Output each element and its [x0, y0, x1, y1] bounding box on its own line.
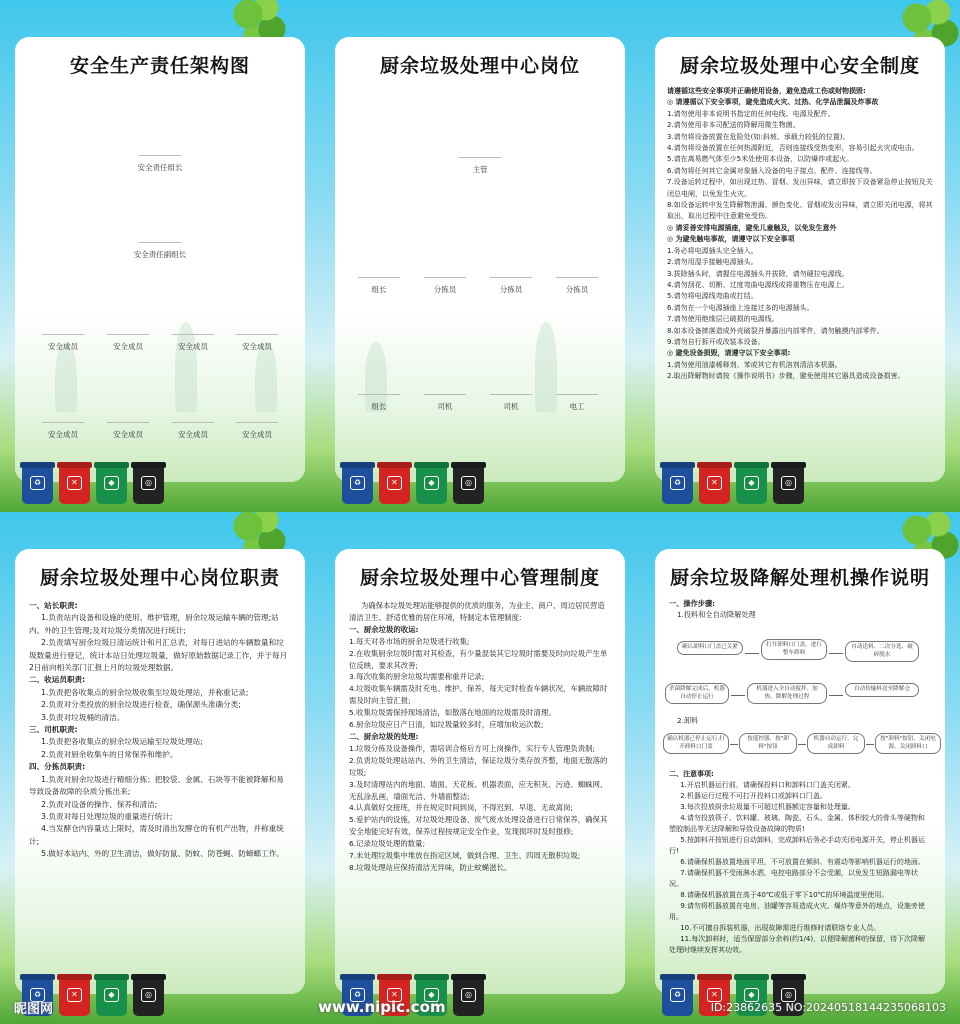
section-heading: 四、分拣员职责: — [29, 762, 86, 772]
flow-step: 打开卸料口门盖，进行整车卸料 — [761, 639, 827, 660]
section-heading: 一、站长职责: — [29, 601, 78, 610]
note-line: 7.请确保机器不受雨淋水洒，电控电路部分不会受潮，以免发生短路漏电等状况。 — [669, 869, 918, 888]
text-line: 1.请勿使用油漆稀释剂、苯或其它有机溶剂清洁本机器。 — [667, 360, 842, 369]
org-position: 分拣员 — [481, 277, 541, 295]
org-member: 安全成员 — [227, 422, 287, 440]
watermark-url: www.nipic.com — [318, 998, 446, 1016]
step-heading: 2.卸料 — [677, 716, 699, 725]
section-heading: 二、注意事项: — [669, 770, 714, 778]
text-line: 1.垃圾分拣及设备操作，需培训合格后方可上岗操作，实行专人管理负责制; — [349, 743, 596, 753]
section-heading: ◎ 请遵循以下安全事项，避免造成火灾、过热、化学品泄漏及炸事故 — [667, 98, 879, 107]
text-line: 8.如设备运转中发生降解物泄漏、颜色变化、冒烟或发出异味，请立即关闭电源，将其取出，取出过程中注意避免受伤。 — [667, 201, 933, 221]
org-member: 安全成员 — [98, 334, 158, 352]
section-heading: ◎ 为避免触电事故，请遵守以下安全事项 — [667, 235, 795, 244]
other-waste-bin-icon: ◎ — [773, 978, 804, 1016]
text-line: 3.负责对每日处理垃圾的重量进行统计; — [41, 811, 173, 821]
rules-text — [655, 86, 945, 383]
note-line: 8.请确保机器放置在高于40℃或低于零下10℃的环境温度里使用。 — [680, 891, 889, 899]
trash-bins — [22, 466, 164, 504]
poster-title: 厨余垃圾处理中心岗位职责 — [39, 567, 280, 589]
text-line: 4.请勿将设备放置在任何热源附近，否则连接线受热变形，容易引起火灾或电击。 — [667, 144, 919, 153]
recyclable-bin-icon: ♻ — [342, 466, 373, 504]
text-line: 2.请勿使用非本司配送的降解用微生物菌。 — [667, 121, 800, 130]
text-line: 6.厨余垃圾应日产日清，如垃圾量较多时，应增加收运次数; — [349, 720, 544, 730]
org-member: 安全成员 — [33, 334, 93, 352]
section-heading: 二、收运员职责: — [29, 675, 86, 685]
recyclable-bin-icon: ♻ — [22, 978, 53, 1016]
text-line: 6.请勿将任何其它金属对象插入设备的电子接点、配件、连接线等。 — [667, 166, 877, 175]
poster-card — [15, 549, 305, 994]
recyclable-bin-icon: ♻ — [342, 978, 373, 1016]
text-line: 为确保本垃圾处理站能够提供的优质的服务，为业主、商户、周边居民营造清洁卫生、舒适优雅的居住环境，特制定本管理制度: — [349, 601, 605, 622]
poster-title: 厨余垃圾处理中心岗位 — [379, 55, 580, 77]
text-line: 5.收集垃圾需保持现场清洁，如散落在地面的垃圾需及时清理。 — [349, 708, 556, 718]
org-member: 安全成员 — [163, 422, 223, 440]
text-line: 5.爱护站内的设施，对垃圾处理设备、废气废水处理设备进行日常保养，确保其安全地能完好有效，保养过程按规定安全作业，发现损坏时及时报修; — [349, 815, 608, 837]
hazardous-bin-icon: ✕ — [59, 978, 90, 1016]
watermark-bar — [0, 990, 960, 1024]
recyclable-bin-icon: ♻ — [662, 978, 693, 1016]
org-position: 司机 — [415, 394, 475, 412]
org-member: 安全成员 — [227, 334, 287, 352]
text-line: 4.垃圾收集车辆需及时充电、维护、保养，每天定时检查车辆状况，车辆故障时需及时向主管汇报; — [349, 684, 608, 706]
note-line: 3.每次投放厨余垃圾量不可超过机器额定容量和处理量。 — [680, 803, 855, 811]
flow-step: 自动送料、二次分选、破碎脱水 — [845, 641, 919, 662]
text-line: 7.设备运转过程中，如出现过热、冒烟、发出异味，请立即按下设备紧急停止按钮及关闭总电闸，以免发生火灾。 — [667, 178, 933, 198]
kitchen-waste-bin-icon: ◆ — [96, 466, 127, 504]
poster-card — [335, 549, 625, 994]
note-line: 5.按卸料开按钮进行自动卸料，完成卸料后务必手动关闭电源开关，停止机器运行! — [669, 836, 925, 855]
recyclable-bin-icon: ♻ — [22, 466, 53, 504]
org-member: 安全成员 — [98, 422, 158, 440]
org-member: 安全成员 — [33, 422, 93, 440]
org-position: 分拣员 — [415, 277, 475, 295]
trash-bins — [342, 466, 484, 504]
text-line: 1.负责把各收集点的厨余垃圾运输至垃圾处理站; — [41, 737, 203, 747]
panel-duties — [0, 512, 320, 1024]
kitchen-waste-bin-icon: ◆ — [416, 978, 447, 1016]
text-line: 8.如本设备摔落造成外壳破裂并暴露出内部零件，请勿触摸内部零件。 — [667, 326, 884, 335]
panel-management — [320, 512, 640, 1024]
org-position: 分拣员 — [547, 277, 607, 295]
panel-safety-rules — [640, 0, 960, 512]
flow-step: 确认卸料口门盖已关紧 — [677, 641, 743, 655]
hazardous-bin-icon: ✕ — [379, 466, 410, 504]
text-line: 6.记录垃圾处理的数量; — [349, 839, 426, 849]
text-line: 2.负责填写厨余垃圾日清运统计和月汇总表，对每日进站的车辆数量和垃圾数量进行登记，统计本站日处理垃圾量，做好原始数据记录工作，并于每月2日前向相关部门汇报上月的垃圾处理数据。 — [29, 638, 288, 673]
note-line: 11.每次卸料时，适当保留部分余料(约1/4)，以便降解菌种的保留，待下次降解处理时继续发挥其功效。 — [669, 935, 926, 954]
text-line: 3.及时清理站内的地面、墙面、天花板、机器表面，应无积灰、污迹、蜘蛛网、无乱涂乱画，墙面光洁、外墙面整洁; — [349, 779, 608, 801]
text-line: 3.每次收集的厨余垃圾均需要称重并记录; — [349, 672, 485, 682]
hazardous-bin-icon: ✕ — [699, 466, 730, 504]
poster-card — [655, 37, 945, 482]
panel-operation-guide — [640, 512, 960, 1024]
trash-bins — [662, 466, 804, 504]
note-line: 10.不可擅自拆装机器，出现故障需进行维修时请联络专业人员。 — [680, 924, 881, 932]
text-line: 7.请勿使用绝缘层已破损的电源线。 — [667, 315, 779, 324]
section-heading: 一、操作步骤: — [669, 599, 715, 608]
watermark-id: ID:23862635 NO:20240518144235068103 — [710, 1000, 946, 1014]
recyclable-bin-icon: ♻ — [662, 466, 693, 504]
flow-step: 自动传输料送至降解仓 — [845, 683, 919, 697]
kitchen-waste-bin-icon: ◆ — [736, 978, 767, 1016]
section-heading: ◎ 避免设备损毁，请遵守以下安全事项: — [667, 349, 791, 358]
text-line: 4.请勿刮花、切断、过度弯曲电源线或将重物压在电源上。 — [667, 280, 849, 289]
text-line: 1.务必将电源插头完全插入。 — [667, 246, 758, 255]
text-line: 6.请勿在一个电源插座上连接过多的电源插头。 — [667, 303, 814, 312]
text-line: 1.负责把各收集点的厨余垃圾收集至垃圾处理站，并称重记录; — [41, 687, 249, 697]
poster-title: 厨余垃圾处理中心管理制度 — [359, 567, 600, 589]
poster-title: 厨余垃圾处理中心安全制度 — [679, 55, 920, 77]
hazardous-bin-icon: ✕ — [379, 978, 410, 1016]
text-line: 1.负责对厨余垃圾进行精细分拣；把胶袋、金属、石块等不能被降解和易导致设备故障的杂质分拣出来; — [29, 774, 284, 797]
text-line: 2.负责垃圾处理站站内、外的卫生清洁，保证垃圾分类存放齐整，地面无散落的垃圾; — [349, 755, 608, 777]
text-line: 2.负责对设备的操作、保养和清洁; — [41, 799, 158, 809]
step-heading: 1.投料和全自动降解处理 — [677, 610, 756, 619]
flow-step: 按"卸料"按钮、关闭电源、关闭卸料口 — [875, 733, 941, 754]
org-member: 安全成员 — [163, 334, 223, 352]
poster-title: 厨余垃圾降解处理机操作说明 — [669, 567, 930, 589]
text-line: 5.做好本站内、外的卫生清洁，做好防鼠、防蚊、防苍蝇、防蟑螂工作。 — [41, 849, 284, 859]
text-line: 4.认真做好交接班，并在规定时间到岗，不得迟到、早退、无故离岗; — [349, 803, 573, 813]
other-waste-bin-icon: ◎ — [773, 466, 804, 504]
text-line: 1.请勿使用非本说明书指定的任何电线、电源及配件。 — [667, 109, 835, 118]
kitchen-waste-bin-icon: ◆ — [736, 466, 767, 504]
text-line: 2.在收集厨余垃圾时需对其检查，有少量混装其它垃圾时需要及时向垃圾产生单位反映，要求其改善; — [349, 648, 608, 670]
flow-step: 确认机器已停止运行,打开卸料口门盖 — [663, 733, 729, 754]
note-line: 2.机器运行过程不可打开投料口或卸料口门盖。 — [680, 792, 827, 800]
org-position: 电工 — [547, 394, 607, 412]
poster-card — [15, 37, 305, 482]
note-line: 6.请确保机器放置地面平坦，不可放置在倾斜、有震动等影响机器运行的地面。 — [680, 858, 925, 866]
text-line: 7.未处理垃圾集中堆放在指定区域，做到合理、卫生、四周无散积垃圾; — [349, 851, 581, 861]
text-line: 2.负责对厨余收集车的日常保养和维护。 — [41, 749, 178, 759]
hazardous-bin-icon: ✕ — [59, 466, 90, 504]
other-waste-bin-icon: ◎ — [133, 466, 164, 504]
other-waste-bin-icon: ◎ — [133, 978, 164, 1016]
org-position: 司机 — [481, 394, 541, 412]
text-line: 8.垃圾处理站应保持清洁无异味，防止蚊蝇滋长。 — [349, 862, 512, 872]
other-waste-bin-icon: ◎ — [453, 466, 484, 504]
text-line: 4.当发酵仓内容量达上限时，需及时清出发酵仓的有机产出物，并称重统计; — [29, 824, 284, 846]
other-waste-bin-icon: ◎ — [453, 978, 484, 1016]
management-text — [335, 600, 625, 874]
kitchen-waste-bin-icon: ◆ — [96, 978, 127, 1016]
flow-step: 机器自动运行、完成卸料 — [807, 733, 865, 754]
org-position: 组长 — [349, 394, 409, 412]
org-supervisor: 主管 — [450, 157, 510, 175]
text-line: 2.请勿用湿手接触电源插头。 — [667, 258, 758, 267]
org-deputy: 安全责任副组长 — [130, 242, 190, 260]
text-line: 2.负责对分类投放的厨余垃圾进行检查，确保源头准确分类; — [41, 700, 241, 710]
kitchen-waste-bin-icon: ◆ — [416, 466, 447, 504]
text-line: 3.负责对垃圾桶的清洁。 — [41, 712, 125, 722]
flow-step: 杀菌降解完成后，机器自动停止运行 — [665, 683, 729, 704]
note-line: 1.开启机器运行前，请确保投料口和卸料口门盖关闭紧。 — [680, 781, 855, 789]
section-heading: 请遵循这些安全事项并正确使用设备，避免造成工伤或财物损毁: — [667, 87, 866, 95]
org-leader: 安全责任组长 — [130, 155, 190, 173]
text-line: 5.请在离易燃气体至少5米处使用本设备，以防爆炸或起火。 — [667, 155, 854, 164]
poster-title: 安全生产责任架构图 — [69, 55, 250, 77]
watermark-logo: 昵图网 — [14, 1001, 54, 1017]
notes-text — [655, 769, 945, 956]
section-heading: 一、厨余垃圾的收运: — [349, 624, 419, 634]
text-line: 5.请勿将电源线弯曲或打结。 — [667, 292, 758, 301]
org-position: 组长 — [349, 277, 409, 295]
duties-text — [15, 600, 305, 861]
flow-step: 机器进入全自动搅拌、加热、降解处理过程 — [747, 683, 827, 704]
note-line: 9.请勿将机器放置在电房、油罐等容易造成火灾、爆炸等意外的地点，设施旁使用。 — [669, 902, 925, 921]
panel-positions — [320, 0, 640, 512]
panel-safety-structure — [0, 0, 320, 512]
poster-card — [655, 549, 945, 994]
section-heading: 二、厨余垃圾的处理: — [349, 731, 419, 741]
text-line: 3.请勿将设备放置在危险处(如:斜坡、承载力较低的位置)。 — [667, 132, 850, 141]
poster-card — [335, 37, 625, 482]
note-line: 4.请勿投放筷子、饮料罐、玻璃、陶瓷、石头、金属、体积较大的骨头等硬物和塑胶制品等无法降解和导致设备故障的物质! — [669, 814, 925, 833]
section-heading: 三、司机职责: — [29, 725, 78, 735]
text-line: 9.请勿自行拆开或改装本设备。 — [667, 337, 765, 346]
flow-step: 按遥控器、按"卸料"按钮 — [739, 733, 797, 754]
text-line: 2.取出降解物时请按《操作说明书》步骤，避免使用其它器具造成设备损害。 — [667, 372, 905, 381]
text-line: 1.负责站内设备和设施的使用、维护管理，厨余垃圾运输车辆的管理;站内、外的卫生管理;及对垃圾分类情况进行统计; — [29, 613, 279, 635]
section-heading: ◎ 请妥善安排电源插座，避免儿童触及，以免发生意外 — [667, 223, 837, 232]
text-line: 3.拔除插头时，请握住电源插头并拔除，请勿硬拉电源线。 — [667, 269, 849, 278]
hazardous-bin-icon: ✕ — [699, 978, 730, 1016]
text-line: 1.每天对各市场的厨余垃圾进行收集; — [349, 636, 470, 646]
